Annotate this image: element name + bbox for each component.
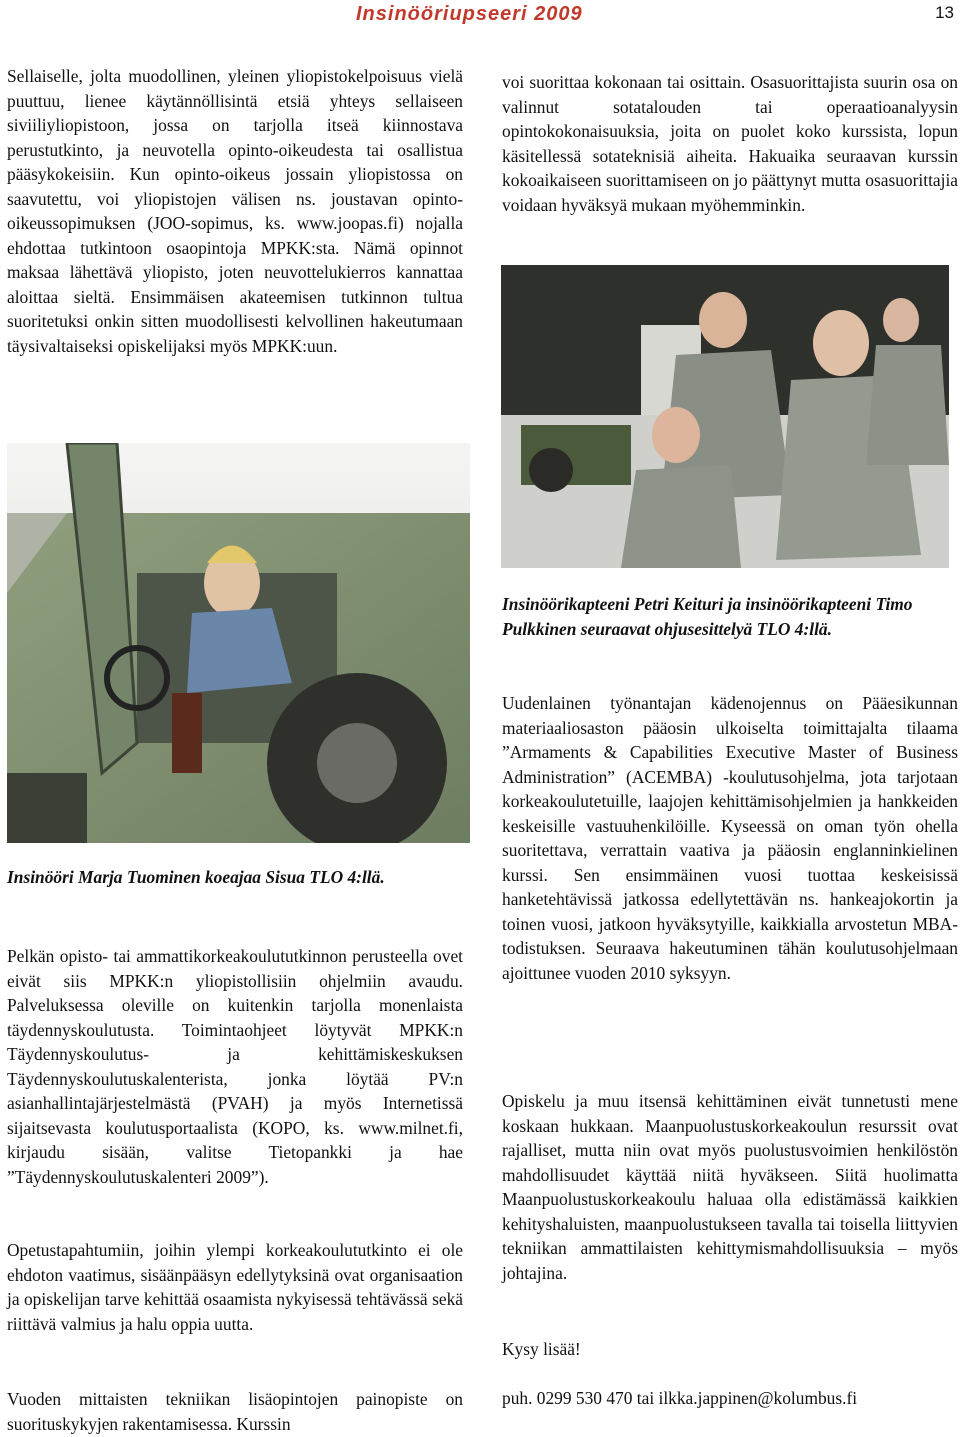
left-paragraph-1: Sellaiselle, jolta muodollinen, yleinen yliopistokelpoisuus vielä puuttuu, lienee käytännöllisintä etsiä yhteys sellaiseen siviiliyliopistoon, jossa on tarjolla itseä kiinnostava perustutkinto, ja neuvotella opinto-oikeudesta tai osallistua pääsykokeisiin. Kun opinto-oikeus jossain yliopistossa on saavutettu, voi yliopistojen välisen ns. joustavan opinto-oikeussopimuksen (JOO-sopimus, ks. www.joopas.fi) nojalla ehdottaa tutkintoon osaopintoja MPKK:sta. Nämä opinnot maksaa lähettävä yliopisto, joten neuvottelukierros kannattaa aloittaa sieltä. Ensimmäisen akateemisen tutkinnon tultua suoritetuksi onkin sitten muodollisesti kelvollinen hakeutumaan täysivaltaiseksi opiskelijaksi myös MPKK:uun. [7,66,463,356]
photo-officers-missile-demo [501,265,949,568]
page-number: 13 [935,3,954,22]
right-paragraph-3: Opiskelu ja muu itsensä kehittäminen eivät tunnetusti mene koskaan hukkaan. Maanpuolustuskorkeakoulun resurssit ovat rajalliset, mutta niin ovat myös puolustusvoimien henkilöstön mahdollisuudet käyttää niitä hyväkseen. Siitä huolimatta Maanpuolustuskorkeakoulu haluaa olla edistämässä kaikkien kehityshaluisten, maanpuolustukseen tavalla tai toisella liittyvien tekniikan ammattilaisten kehittymismahdollisuuksia – myös johtajina. [502,1091,958,1283]
left-photo-caption: Insinööri Marja Tuominen koeajaa Sisua TLO 4:llä. [7,867,385,887]
left-paragraph-2: Pelkän opisto- tai ammattikorkeakoulututkinnon perusteella ovet eivät siis MPKK:n yliopistollisiin ohjelmiin avaudu. Palveluksessa oleville on kuitenkin tarjolla monenlaista täydennyskoulutusta. Toimintaohjeet löytyvät MPKK:n Täydennyskoulutus- ja kehittämiskeskuksen Täydennyskoulutuskalenterista, jonka löytää PV:n asianhallintajärjestelmästä (PVAH) ja myös Internetissä sijaitsevasta koulutusportaalista (KOPO, ks. www.milnet.fi, kirjaudu sisään, valitse Tietopankki ja hae ”Täydennyskoulutuskalenteri 2009”). [7,946,463,1187]
right-paragraph-1: voi suorittaa kokonaan tai osittain. Osasuorittajista suurin osa on valinnut sotatalouden tai operaatioanalyysin opintokokonaisuuksia, joita on puolet koko kurssista, lopun käsitellessä sotateknisiä aiheita. Hakuaika seuraavan kurssin kokoaikaiseen suorittamiseen on jo päättynyt mutta osasuorittajia voidaan hyväksyä mukaan myöhemminkin. [502,72,958,215]
left-paragraph-3: Opetustapahtumiin, joihin ylempi korkeakoulututkinto ei ole ehdoton vaatimus, sisäänpääsyn edellytyksinä ovat organisaation ja opiskelijan tarve kehittää osaamista nykyisessä tehtävässä sekä riittävä valmius ja halu oppia uutta. [7,1240,463,1334]
right-paragraph-2: Uudenlainen työnantajan kädenojennus on Pääesikunnan materiaaliosaston pääosin ulkoiselta toimittajalta tilaama ”Armaments & Capabilities Executive Master of Business Administration” (ACEMBA) -koulutusohjelma, jota tarjotaan korkeakoulutetuille, laajojen kehittämisohjelmien ja hankkeiden keskeisille vastuuhenkilöille. Kyseessä on oman työn ohella suoritettava, verrattain vaativa ja pääosin englanninkielinen kurssi. Sen ensimmäinen vuosi tuottaa keskeisissä hanketehtävissä jatkossa edellytettävän ns. hankeajokortin ja toinen vuosi, jatkoon hyväksytyille, kaikkialla arvostetun MBA-todistuksen. Seuraava hakeutuminen tähän koulutusohjelmaan ajoittunee vuoden 2010 syksyyn. [502,693,958,983]
left-paragraph-4: Vuoden mittaisten tekniikan lisäopintojen painopiste on suorituskykyjen rakentamisessa. Kurssin [7,1389,463,1434]
running-header-title: Insinööriupseeri 2009 [356,3,583,25]
ask-more-text: Kysy lisää! [502,1339,581,1359]
photo-truck-driver [7,443,470,843]
contact-line: puh. 0299 530 470 tai ilkka.jappinen@kolumbus.fi [502,1388,858,1408]
right-photo-caption: Insinöörikapteeni Petri Keituri ja insinöörikapteeni Timo Pulkkinen seuraavat ohjusesittelyä TLO 4:llä. [502,594,913,639]
